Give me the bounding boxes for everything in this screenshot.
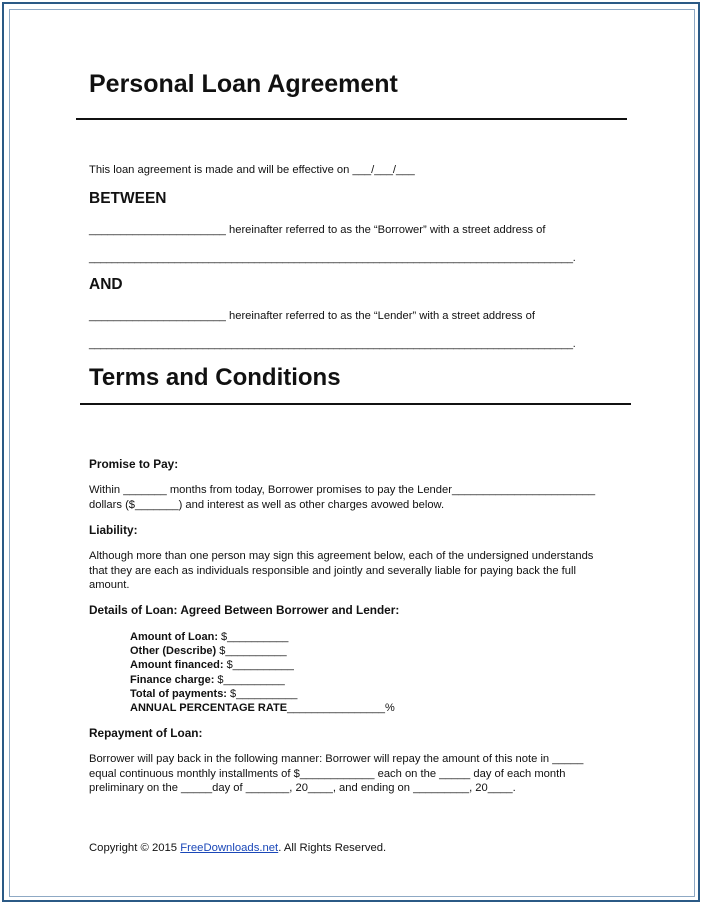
liability-paragraph	[89, 549, 593, 593]
lender-name-blank: ______________________	[89, 310, 226, 322]
detail-apr: ANNUAL PERCENTAGE RATE________________%	[130, 702, 395, 715]
intro-line	[89, 163, 415, 178]
lender-address-blank: _____________________________________________________________________________________.	[89, 338, 576, 350]
liability-line-2: that they are each as individuals responsible and jointly and severally liable for paying back the full	[89, 564, 576, 577]
liability-line-1: Although more than one person may sign this agreement below, each of the undersigned understands	[89, 550, 594, 562]
and-heading: AND	[89, 276, 123, 293]
effective-date-blank: ___/___/___	[352, 164, 415, 176]
repayment-line-2: equal continuous monthly installments of $____________ each on the _____ day of each month	[89, 767, 566, 780]
borrower-text: hereinafter referred to as the “Borrower” with a street address of	[229, 224, 546, 236]
detail-finance-charge: Finance charge: $__________	[130, 673, 285, 686]
freedownloads-link[interactable]: FreeDownloads.net	[180, 842, 279, 854]
details-heading: Details of Loan: Agreed Between Borrower and Lender:	[89, 603, 400, 617]
copyright-footer	[89, 842, 386, 854]
detail-amount-of-loan: Amount of Loan: $__________	[130, 631, 289, 643]
intro-text: This loan agreement is made and will be effective on	[89, 164, 350, 176]
detail-total-payments: Total of payments: $__________	[130, 687, 298, 700]
lender-text: hereinafter referred to as the “Lender” with a street address of	[229, 310, 535, 322]
loan-details-list	[130, 630, 395, 715]
detail-amount-financed: Amount financed: $__________	[130, 659, 294, 672]
copyright-prefix: Copyright © 2015	[89, 842, 178, 854]
borrower-name-blank: ______________________	[89, 224, 226, 236]
promise-heading: Promise to Pay:	[89, 457, 179, 471]
repayment-paragraph	[89, 752, 583, 796]
borrower-address-blank: _____________________________________________________________________________________.	[89, 252, 576, 264]
terms-heading: Terms and Conditions	[89, 364, 341, 391]
promise-line-2: dollars ($_______) and interest as well as other charges avowed below.	[89, 498, 445, 511]
liability-line-3: amount.	[89, 579, 130, 592]
document-title: Personal Loan Agreement	[89, 70, 398, 98]
terms-divider	[80, 403, 631, 405]
promise-line-1: Within _______ months from today, Borrower promises to pay the Lender_______________________	[89, 484, 596, 496]
lender-line	[89, 309, 535, 324]
repayment-line-3: preliminary on the _____day of _______, 20____, and ending on _________, 20____.	[89, 782, 516, 795]
detail-other: Other (Describe) $__________	[130, 645, 287, 658]
repayment-line-1: Borrower will pay back in the following manner: Borrower will repay the amount of this note in _____	[89, 753, 584, 765]
title-divider	[76, 118, 627, 120]
promise-paragraph	[89, 483, 595, 512]
copyright-suffix: . All Rights Reserved.	[278, 842, 387, 854]
borrower-line	[89, 223, 546, 238]
between-heading: BETWEEN	[89, 190, 167, 207]
repayment-heading: Repayment of Loan:	[89, 726, 203, 740]
liability-heading: Liability:	[89, 523, 138, 537]
